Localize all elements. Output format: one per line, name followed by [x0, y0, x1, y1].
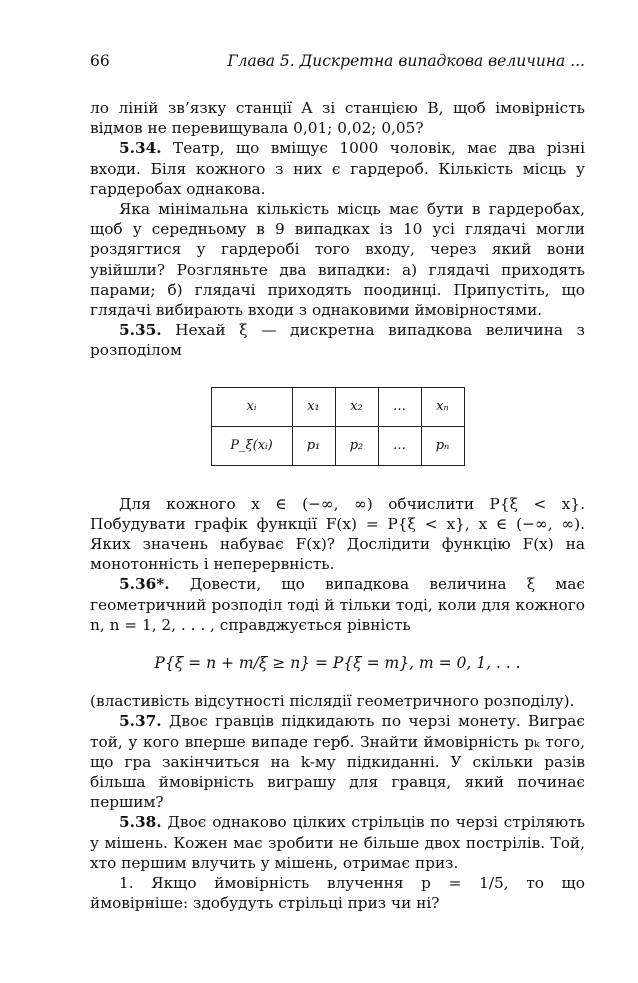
- problem-number: 5.36*.: [119, 575, 170, 594]
- chapter-title: Глава 5. Дискретна випадкова величина ...: [227, 52, 585, 70]
- problem-text: Театр, що вміщує 1000 чоловік, має два різні входи. Біля кожного з них є гардероб. Кількість місць у гардеробах однакова.: [90, 139, 585, 198]
- table-cell: P_ξ(xᵢ): [211, 426, 292, 465]
- table-cell: xᵢ: [211, 387, 292, 426]
- table-cell: xₙ: [421, 387, 464, 426]
- problem-number: 5.38.: [119, 813, 162, 832]
- problem-5-34-continuation: Яка мінімальна кількість місць має бути в гардеробах, щоб у середньому в 9 випадках із 10 усі глядачі могли роздягтися у гардеробі того входу, через який вони увійшли? Розгляньте два випадки: а) глядачі приходять парами; б) глядачі приходять поодинці. Припустіть, що глядачі вибирають входи з однаковими ймовірностями.: [90, 200, 585, 320]
- table-cell: p₁: [292, 426, 335, 465]
- problem-text: Двоє гравців підкидають по черзі монету. Виграє той, у кого вперше випаде герб. Знайти ймовірність pₖ того, що гра закінчиться на k-му підкиданні. У скільки разів більша ймовірність виграшу для гравця, який починає першим?: [90, 712, 585, 812]
- table-row: [211, 426, 464, 465]
- table-cell: …: [378, 387, 421, 426]
- problem-5-38: [90, 812, 585, 873]
- problem-5-38-item-1: 1. Якщо ймовірність влучення p = 1/5, то що ймовірніше: здобудуть стрільці приз чи ні?: [90, 874, 585, 913]
- problem-text: Довести, що випадкова величина ξ має геометричний розподіл тоді й тільки тоді, коли для кожного n, n = 1, 2, . . . , справджується рівність: [90, 575, 585, 634]
- page: [90, 52, 585, 914]
- table-row: [211, 387, 464, 426]
- table-cell: pₙ: [421, 426, 464, 465]
- problem-5-36-continuation: (властивість відсутності післядії геометричного розподілу).: [90, 692, 575, 711]
- problem-5-35-continuation: Для кожного x ∈ (−∞, ∞) обчислити P{ξ < x}. Побудувати графік функції F(x) = P{ξ < x}, x ∈ (−∞, ∞). Яких значень набуває F(x)? Дослідити функцію F(x) на монотонність і неперервність.: [90, 494, 585, 574]
- body-text: [90, 98, 585, 914]
- problem-number: 5.34.: [119, 139, 162, 158]
- table-cell: x₂: [335, 387, 378, 426]
- problem-5-36: [90, 574, 585, 635]
- problem-text: Двоє однаково цілких стрільців по черзі стріляють у мішень. Кожен має зробити не більше двох пострілів. Той, хто першим влучить у мішень, отримає приз.: [90, 813, 585, 872]
- table-cell: p₂: [335, 426, 378, 465]
- problem-text: Нехай ξ — дискретна випадкова величина з розподілом: [90, 321, 585, 360]
- running-header: [90, 52, 585, 80]
- distribution-table: [211, 387, 465, 466]
- distribution-table-wrap: [90, 387, 585, 466]
- table-cell: x₁: [292, 387, 335, 426]
- problem-5-35: [90, 320, 585, 360]
- table-cell: …: [378, 426, 421, 465]
- paragraph-continuation: ло ліній зв’язку станції A зі станцією B, щоб імовірність відмов не перевищувала 0,01; 0,02; 0,05?: [90, 99, 585, 138]
- problem-number: 5.35.: [119, 321, 162, 340]
- display-formula: P{ξ = n + m/ξ ≥ n} = P{ξ = m}, m = 0, 1, . . .: [154, 654, 521, 673]
- page-number: 66: [90, 52, 110, 70]
- problem-5-34: [90, 138, 585, 199]
- problem-5-37: [90, 711, 585, 812]
- problem-number: 5.37.: [119, 712, 162, 731]
